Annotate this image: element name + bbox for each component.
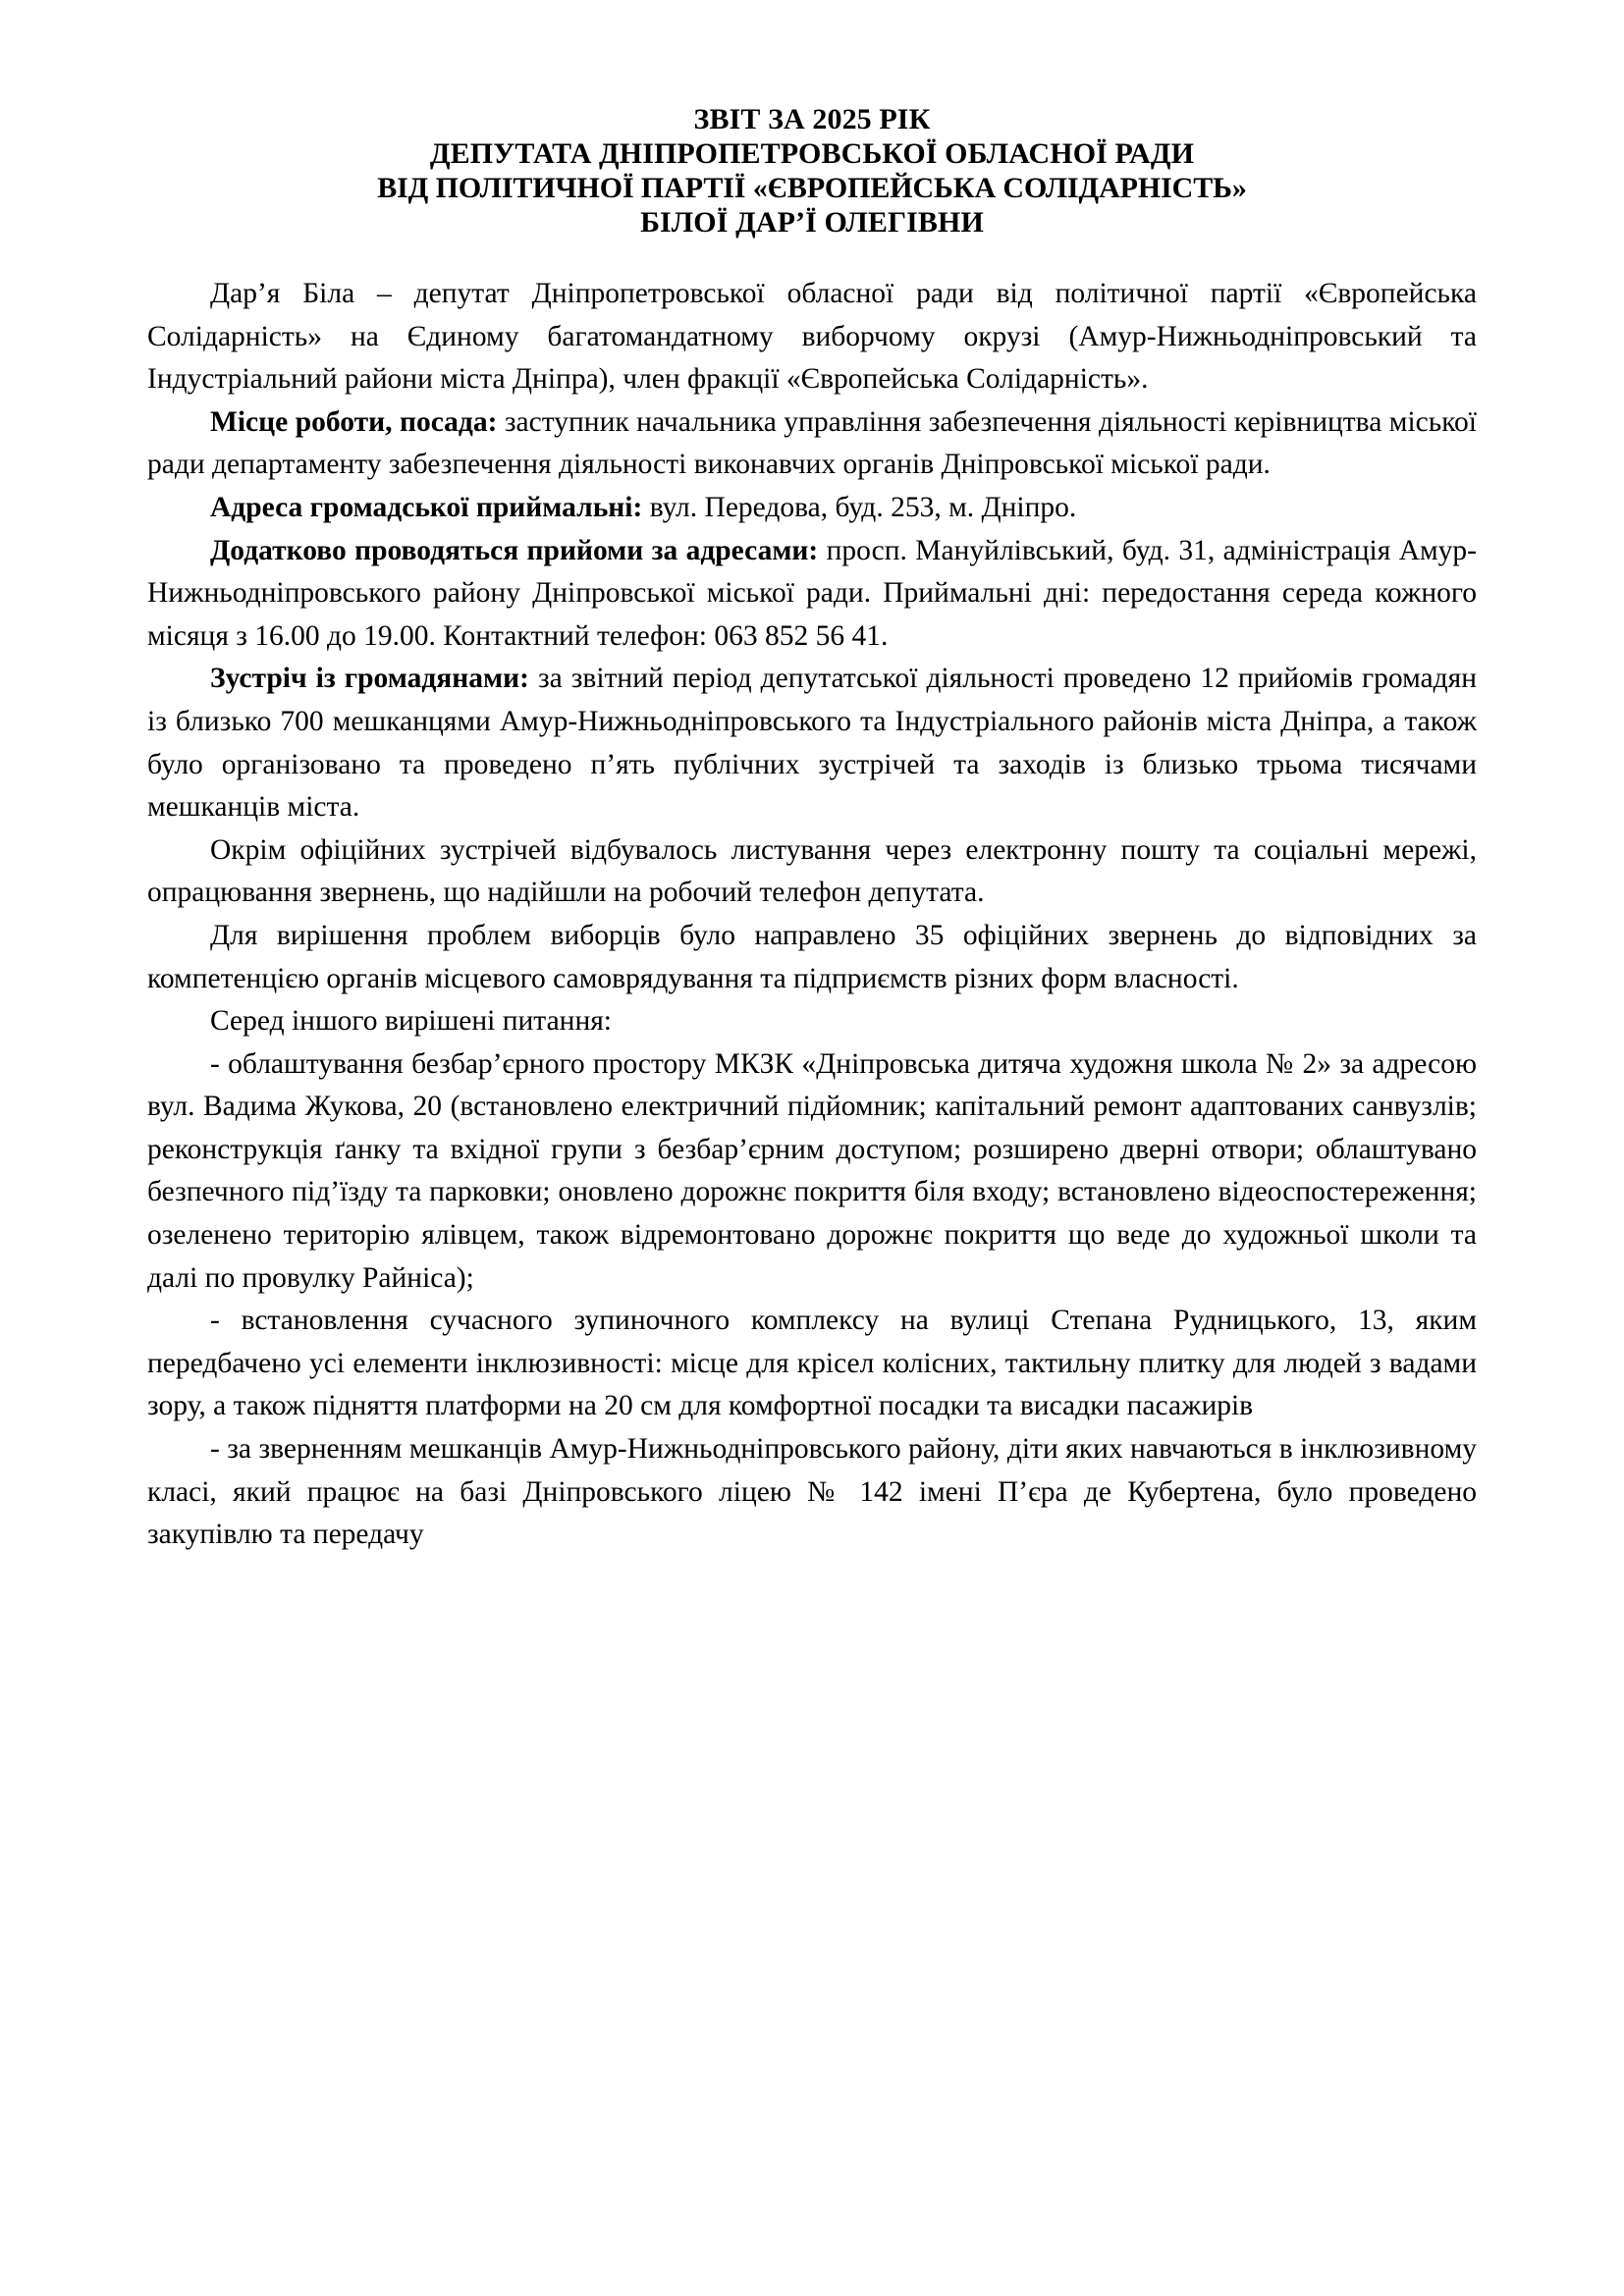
document-title <box>147 102 1477 240</box>
paragraph-additional-addresses <box>147 530 1477 659</box>
title-line-4: БІЛОЇ ДАР’Ї ОЛЕГІВНИ <box>640 206 984 239</box>
paragraph-citizens-meeting <box>147 658 1477 828</box>
title-line-1: ЗВІТ ЗА 2025 РІК <box>693 103 931 135</box>
paragraph-correspondence <box>147 829 1477 915</box>
other-issues-intro-text: Серед іншого вирішені питання: <box>210 1005 612 1038</box>
reception-address-label: Адреса громадської приймальні: <box>210 491 643 523</box>
citizens-meeting-text: за звітний період депутатської діяльності проведено 12 прийомів громадян із близько 700 мешканцями Амур-Нижньодніпровського та Індустріального районів міста Дніпра, а також було організовано та проведено п’ять публічних зустрічей та заходів із близько трьома тисячами мешканців міста. <box>147 663 1477 824</box>
citizens-meeting-label: Зустріч із громадянами: <box>210 663 529 695</box>
workplace-label: Місце роботи, посада: <box>210 405 498 438</box>
workplace-text: заступник начальника управління забезпечення діяльності керівництва міської ради департаменту забезпечення діяльності виконавчих органів Дніпровської міської ради. <box>147 405 1477 481</box>
intro-text: Дар’я Біла – депутат Дніпропетровської обласної ради від політичної партії «Європейська Солідарність» на Єдиному багатомандатному виборчому окрузі (Амур-Нижньодніпровський та Індустріальний райони міста Дніпра), член фракції «Європейська Солідарність». <box>147 278 1477 396</box>
bullet-item-lyceum <box>147 1428 1477 1557</box>
paragraph-workplace <box>147 401 1477 487</box>
title-line-2: ДЕПУТАТА ДНІПРОПЕТРОВСЬКОЇ ОБЛАСНОЇ РАДИ <box>429 137 1195 170</box>
bullet-item-bus-stop <box>147 1300 1477 1428</box>
paragraph-intro <box>147 273 1477 401</box>
bullet-item-art-school <box>147 1043 1477 1301</box>
appeals-text: Для вирішення проблем виборців було направлено 35 офіційних звернень до відповідних за компетенцією органів місцевого самоврядування та підприємств різних форм власності. <box>147 919 1477 994</box>
bullet-text: - за зверненням мешканців Амур-Нижньодніпровського району, діти яких навчаються в інклюзивному класі, який працює на базі Дніпровського ліцею № 142 імені П’єра де Кубертена, було проведено закупівлю та передачу <box>147 1433 1477 1551</box>
additional-addresses-text: просп. Мануйлівський, буд. 31, адміністрація Амур-Нижньодніпровського району Дніпровської міської ради. Приймальні дні: передостання середа кожного місяця з 16.00 до 19.00. Контактний телефон: 063 852 56 41. <box>147 534 1477 652</box>
additional-addresses-label: Додатково проводяться прийоми за адресами: <box>210 534 819 566</box>
paragraph-other-issues-intro <box>147 1000 1477 1043</box>
reception-address-text: вул. Передова, буд. 253, м. Дніпро. <box>642 491 1077 523</box>
bullet-text: - встановлення сучасного зупиночного комплексу на вулиці Степана Рудницького, 13, яким передбачено усі елементи інклюзивності: місце для крісел колісних, тактильну плитку для людей з вадами зору, а також підняття платформи на 20 см для комфортної посадки та висадки пасажирів <box>147 1305 1477 1422</box>
correspondence-text: Окрім офіційних зустрічей відбувалось листування через електронну пошту та соціальні мережі, опрацювання звернень, що надійшли на робочий телефон депутата. <box>147 833 1477 909</box>
paragraph-appeals <box>147 915 1477 1000</box>
bullet-text: - облаштування безбар’єрного простору МКЗК «Дніпровська дитяча художня школа № 2» за адресою вул. Вадима Жукова, 20 (встановлено електричний підйомник; капітальний ремонт адаптованих санвузлів; реконструкція ґанку та вхідної групи з безбар’єрним доступом; розширено дверні отвори; облаштувано безпечного під’їзду та парковки; оновлено дорожнє покриття біля входу; встановлено відеоспостереження; озеленено територію ялівцем, також відремонтовано дорожнє покриття що веде до художньої школи та далі по провулку Райніса); <box>147 1047 1477 1294</box>
paragraph-reception-address <box>147 487 1477 530</box>
title-line-3: ВІД ПОЛІТИЧНОЇ ПАРТІЇ «ЄВРОПЕЙСЬКА СОЛІДАРНІСТЬ» <box>377 172 1247 204</box>
